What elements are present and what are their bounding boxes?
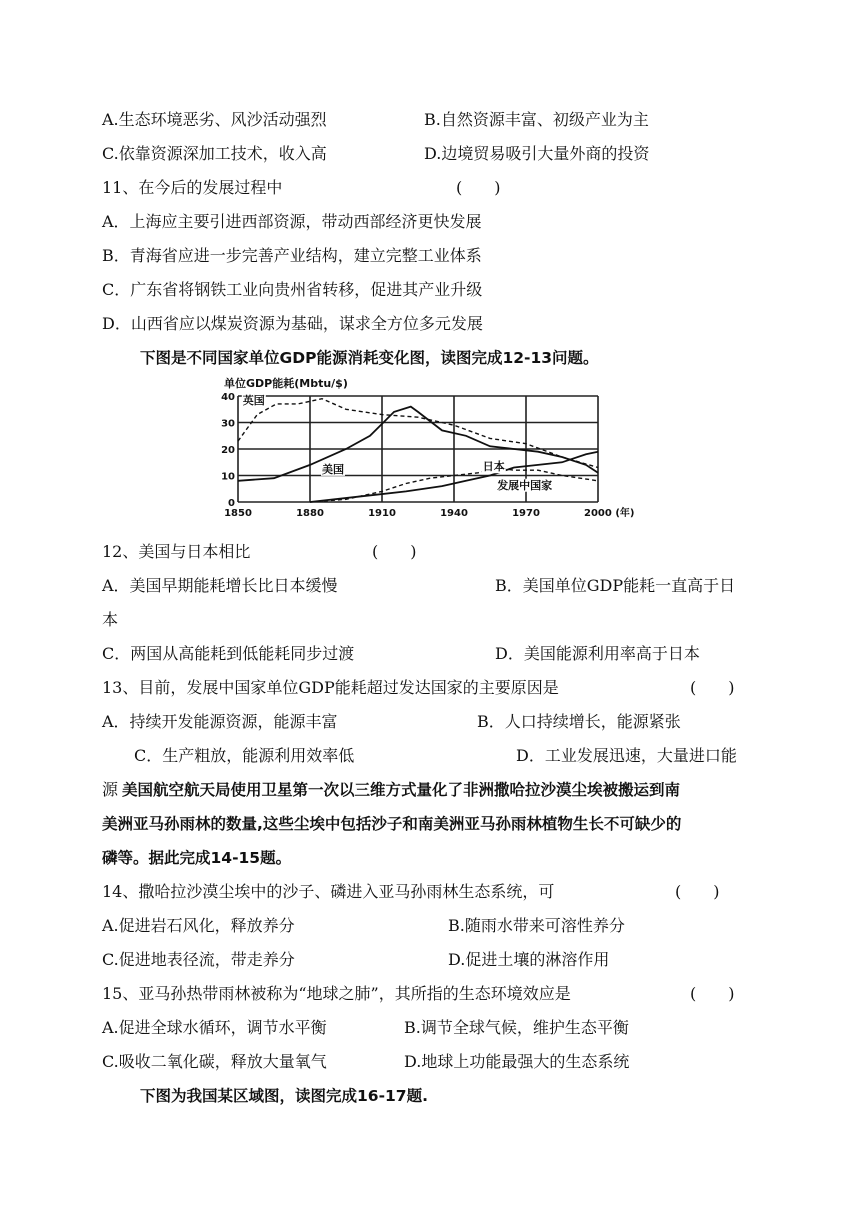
x-tick-label-3: 1940 <box>440 508 468 519</box>
question-12: 12、美国与日本相比 <box>102 542 251 561</box>
option-14a: A.促进岩石风化，释放养分 <box>102 916 295 935</box>
option-13d-wrap: 源 <box>102 780 119 799</box>
question-11-blank: ( ) <box>456 178 501 197</box>
option-12c: C．两国从高能耗到低能耗同步过渡 <box>102 644 355 663</box>
option-12b-wrap: 本 <box>102 610 119 629</box>
x-tick-label-4: 1970 <box>512 508 540 519</box>
option-11c: C．广东省将钢铁工业向贵州省转移，促进其产业升级 <box>102 280 483 299</box>
option-14c: C.促进地表径流，带走养分 <box>102 950 295 969</box>
x-tick-label-2: 1910 <box>368 508 396 519</box>
y-tick-label-1: 10 <box>221 471 235 483</box>
option-11d: D．山西省应以煤炭资源为基础，谋求全方位多元发展 <box>102 314 483 333</box>
option-12b: B．美国单位GDP能耗一直高于日 <box>495 576 736 595</box>
option-10c: C.依靠资源深加工技术，收入高 <box>102 144 327 163</box>
x-tick-label-1: 1880 <box>296 508 324 519</box>
x-tick-label-5: 2000 (年) <box>584 508 635 519</box>
series-label-0: 英国 <box>242 393 265 407</box>
option-15b: B.调节全球气候，维护生态平衡 <box>404 1018 629 1037</box>
question-14: 14、撒哈拉沙漠尘埃中的沙子、磷进入亚马孙雨林生态系统，可 <box>102 882 555 901</box>
y-tick-label-0: 0 <box>228 498 235 509</box>
chart-title: 单位GDP能耗(Mbtu/$) <box>224 377 348 390</box>
option-10d: D.边境贸易吸引大量外商的投资 <box>424 144 650 163</box>
option-12d: D．美国能源利用率高于日本 <box>495 644 700 663</box>
y-tick-label-3: 30 <box>221 418 235 430</box>
passage-line-1: 美国航空航天局使用卫星第一次以三维方式量化了非洲撒哈拉沙漠尘埃被搬运到南 <box>122 781 681 799</box>
chart-svg <box>221 376 635 524</box>
series-label-1: 美国 <box>322 462 344 476</box>
series-label-2: 日本 <box>482 460 505 474</box>
passage-line-3: 磷等。据此完成14-15题。 <box>102 849 292 867</box>
option-10a: A.生态环境恶劣、风沙活动强烈 <box>102 110 327 129</box>
option-14b: B.随雨水带来可溶性养分 <box>448 916 625 935</box>
option-15c: C.吸收二氧化碳，释放大量氧气 <box>102 1052 327 1071</box>
option-13b: B．人口持续增长，能源紧张 <box>477 712 681 731</box>
option-13d: D．工业发展迅速，大量进口能 <box>516 746 737 765</box>
option-12a: A．美国早期能耗增长比日本缓慢 <box>102 576 338 595</box>
x-tick-label-0: 1850 <box>224 508 252 519</box>
option-10b: B.自然资源丰富、初级产业为主 <box>424 110 649 129</box>
y-tick-label-4: 40 <box>221 392 235 403</box>
question-12-blank: ( ) <box>372 542 417 561</box>
y-tick-label-2: 20 <box>221 445 235 456</box>
option-13a: A．持续开发能源资源，能源丰富 <box>102 712 338 731</box>
option-11b: B．青海省应进一步完善产业结构，建立完整工业体系 <box>102 246 482 265</box>
question-15: 15、亚马孙热带雨林被称为“地球之肺”，其所指的生态环境效应是 <box>102 984 571 1003</box>
question-14-blank: ( ) <box>675 882 720 901</box>
option-13c: C．生产粗放，能源利用效率低 <box>134 746 355 765</box>
option-15a: A.促进全球水循环，调节水平衡 <box>102 1018 327 1037</box>
option-15d: D.地球上功能最强大的生态系统 <box>404 1052 630 1071</box>
energy-consumption-chart <box>221 376 635 524</box>
chart-intro: 下图是不同国家单位GDP能源消耗变化图，读图完成12-13问题。 <box>140 349 599 367</box>
series-label-3: 发展中国家 <box>497 478 553 492</box>
question-11: 11、在今后的发展过程中 <box>102 178 283 197</box>
passage-line-2: 美洲亚马孙雨林的数量,这些尘埃中包括沙子和南美洲亚马孙雨林植物生长不可缺少的 <box>102 815 682 833</box>
question-13: 13、目前，发展中国家单位GDP能耗超过发达国家的主要原因是 <box>102 678 559 697</box>
series-line-0 <box>238 399 598 468</box>
map-intro: 下图为我国某区域图，读图完成16-17题. <box>140 1087 428 1105</box>
question-15-blank: ( ) <box>690 984 735 1003</box>
option-11a: A．上海应主要引进西部资源，带动西部经济更快发展 <box>102 212 482 231</box>
question-13-blank: ( ) <box>690 678 735 697</box>
option-14d: D.促进土壤的淋溶作用 <box>448 950 610 969</box>
